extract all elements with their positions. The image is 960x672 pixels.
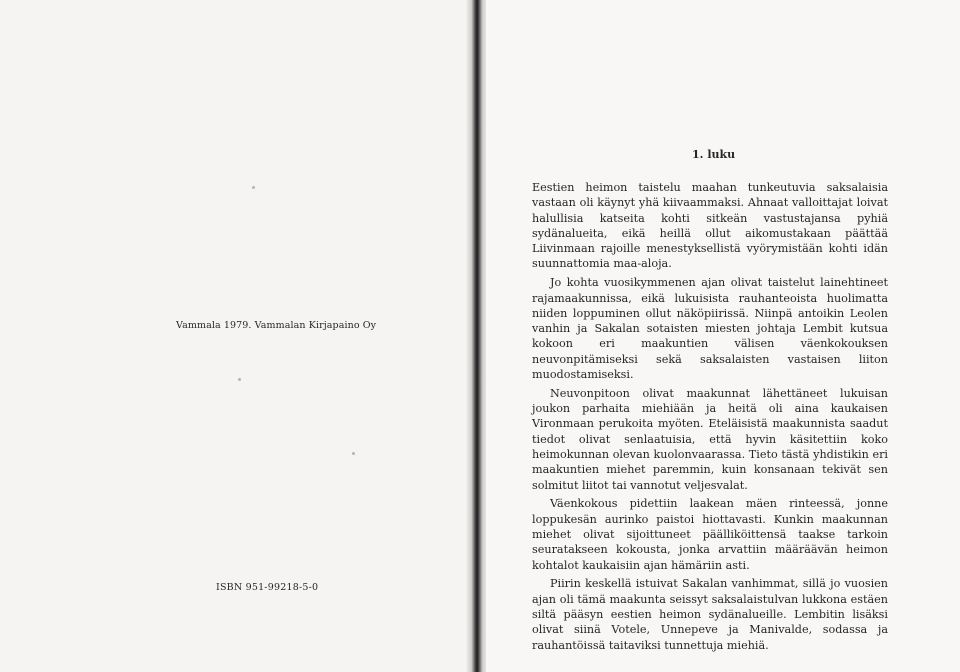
chapter-heading: 1. luku: [692, 148, 736, 161]
paper-speck: [352, 452, 355, 455]
chapter-body: [532, 180, 888, 656]
isbn-number: ISBN 951-99218-5-0: [216, 582, 319, 593]
paragraph: Väenkokous pidettiin laakean mäen rinteessä, jonne loppukesän aurinko paistoi hiottavasti. Kunkin maakunnan miehet olivat sijoittuneet päälliköittensä taakse tarkoin seuratakseen kokousta, jonka arvattiin määräävän heimon kohtalot kaukaisiin ajan hämäriin asti.: [532, 497, 888, 572]
printer-imprint: Vammala 1979. Vammalan Kirjapaino Oy: [176, 320, 377, 331]
paper-speck: [238, 378, 241, 381]
left-page: [0, 0, 472, 672]
paragraph: Jo kohta vuosikymmenen ajan olivat taistelut lainehtineet rajamaakunnissa, eikä lukuisista rauhanteoista huolimatta niiden loppuminen ollut näköpiirissä. Niinpä antoikin Leolen vanhin ja Sakalan sotaisten miesten johtaja Lembit kutsua kokoon eri maakuntien välisen väenkokouksen neuvonpitämiseksi sekä saksalaisten vastaisen liiton muodostamiseksi.: [532, 276, 888, 382]
paragraph: Piirin keskellä istuivat Sakalan vanhimmat, sillä jo vuosien ajan oli tämä maakunta seissyt saksalaistulvan lukkona estäen siltä pääsyn eestien heimon sydänalueille. Lembitin lisäksi olivat siinä Votele, Unnepeve ja Manivalde, sodassa ja rauhantöissä taitaviksi tunnettuja miehiä.: [532, 577, 888, 652]
book-gutter: [466, 0, 488, 672]
paper-speck: [252, 186, 255, 189]
paragraph: Neuvonpitoon olivat maakunnat lähettäneet lukuisan joukon parhaita miehiään ja heitä oli aina kaukaisen Vironmaan perukoita myöten. Eteläisistä maakunnista saadut tiedot olivat senlaatuisia, että hyvin käsitettiin koko heimokunnan olevan kuolonvaarassa. Tieto tästä yhdistikin eri maakuntien miehet paremmin, kuin konsanaan tekivät sen solmitut liitot tai vannotut veljesvalat.: [532, 386, 888, 492]
paragraph: Eestien heimon taistelu maahan tunkeutuvia saksalaisia vastaan oli käynyt yhä kiivaammaksi. Ahnaat valloittajat loivat halullisia katseita kohti sitkeän vastustajansa pyhiä sydänalueita, eikä heillä ollut aikomustakaan päättää Liivinmaan rajoille menestyksellistä vyörymistään kohti idän suunnattomia maa-aloja.: [532, 181, 888, 271]
